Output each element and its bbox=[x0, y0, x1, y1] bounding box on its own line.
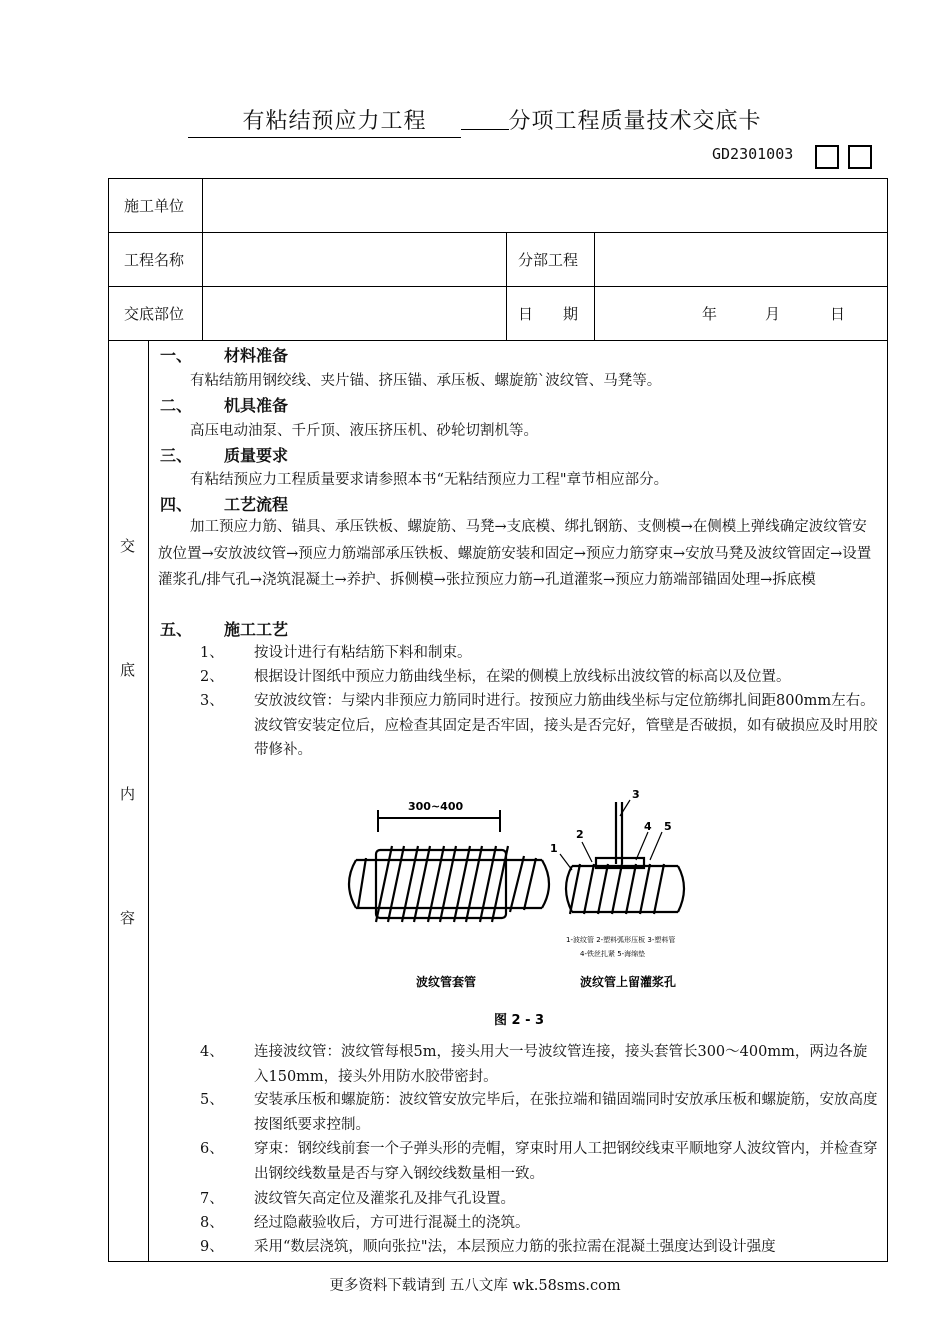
step-item: 5、 安装承压板和螺旋筋：波纹管安放完毕后，在张拉端和锚固端同时安放承压板和螺旋筋，安放高度按图纸要求控制。 bbox=[200, 1092, 878, 1133]
figure-label: 2 bbox=[576, 828, 584, 841]
section-text: 有粘结筋用钢绞线、夹片锚、挤压锚、承压板、螺旋筋`波纹管、马凳等。 bbox=[190, 373, 662, 389]
figure-label: 3 bbox=[632, 788, 640, 801]
col-divider bbox=[148, 340, 149, 1261]
date-month: 月 bbox=[765, 305, 781, 323]
figure-label: 1 bbox=[550, 842, 558, 855]
step-item: 3、 安放波纹管：与梁内非预应力筋同时进行。按预应力筋曲线坐标与定位筋绑扎间距800mm左右。波纹管安装定位后，应检查其固定是否牢固，接头是否完好，管壁是否破损，如有破损应及时用胶带修补。 bbox=[200, 693, 878, 758]
project-label: 工程名称 bbox=[124, 251, 185, 269]
step-item: 7、 波纹管矢高定位及灌浆孔及排气孔设置。 bbox=[200, 1191, 515, 1207]
section-heading: 一、 材料准备 bbox=[160, 346, 289, 365]
date-year: 年 bbox=[702, 305, 718, 323]
footer-link[interactable]: 更多资料下载请到 五八文库 wk.58sms.com bbox=[329, 1278, 621, 1294]
section-heading: 四、 工艺流程 bbox=[160, 495, 289, 514]
step-item: 4、 连接波纹管：波纹管每根5m，接头用大一号波纹管连接，接头套管长300～400mm，两边各旋入150mm，接头外用防水胶带密封。 bbox=[200, 1044, 868, 1085]
section-heading: 五、 施工工艺 bbox=[160, 620, 289, 639]
step-item: 9、 采用“数层浇筑，顺向张拉"法，本层预应力筋的张拉需在混凝土强度达到设计强度 bbox=[200, 1239, 776, 1255]
right-caption: 波纹管上留灌浆孔 bbox=[580, 975, 677, 989]
part-label: 交底部位 bbox=[124, 305, 185, 323]
process-flow: 加工预应力筋、锚具、承压铁板、螺旋筋、马凳→支底模、绑扎钢筋、支侧模→在侧模上弹线确定波纹管安放位置→安放波纹管→预应力筋端部承压铁板、螺旋筋安装和固定→预应力筋穿束→安放马凳及波纹管固定→设置灌浆孔/排气孔→浇筑混凝土→养护、拆侧模→张拉预应力筋→孔道灌浆→预应力筋端部锚固处理→拆底模 bbox=[158, 519, 872, 588]
date-day: 日 bbox=[830, 305, 846, 323]
side-char: 交 bbox=[120, 537, 136, 555]
side-char: 内 bbox=[120, 785, 136, 803]
step-item: 8、 经过隐蔽验收后，方可进行混凝土的浇筑。 bbox=[200, 1215, 530, 1231]
right-pipe-drawing bbox=[560, 800, 684, 914]
division-label: 分部工程 bbox=[518, 251, 579, 269]
project-field[interactable] bbox=[204, 236, 502, 282]
col-divider bbox=[506, 233, 507, 340]
figure-label: 5 bbox=[664, 820, 672, 833]
unit-field[interactable] bbox=[204, 182, 884, 228]
doc-code: GD2301003 bbox=[712, 145, 794, 163]
figure-number: 图 2 - 3 bbox=[494, 1013, 545, 1028]
figure-label: 4 bbox=[644, 820, 652, 833]
left-pipe-drawing bbox=[349, 846, 549, 922]
title-blank bbox=[461, 105, 509, 130]
section-text: 有粘结预应力工程质量要求请参照本书“无粘结预应力工程"章节相应部分。 bbox=[190, 472, 669, 488]
row-divider bbox=[109, 232, 887, 233]
row-divider bbox=[109, 340, 887, 341]
division-field[interactable] bbox=[596, 236, 884, 282]
figure-legend: 4-铁丝扎紧 5-海绵垫 bbox=[580, 950, 646, 958]
section-heading: 三、 质量要求 bbox=[160, 446, 289, 465]
page-title bbox=[0, 104, 950, 138]
figure-legend: 1-波纹管 2-塑料弧形压板 3-塑料管 bbox=[566, 936, 676, 944]
title-underlined: 有粘结预应力工程 bbox=[188, 104, 460, 138]
col-divider bbox=[202, 179, 203, 340]
left-caption: 波纹管套管 bbox=[416, 975, 477, 989]
date-label: 日 期 bbox=[518, 305, 579, 323]
figure-2-3 bbox=[180, 780, 740, 1030]
dimension-label: 300~400 bbox=[408, 800, 464, 813]
part-field[interactable] bbox=[204, 290, 502, 336]
col-divider bbox=[594, 233, 595, 340]
step-item: 2、 根据设计图纸中预应力筋曲线坐标，在梁的侧模上放线标出波纹管的标高以及位置。 bbox=[200, 669, 791, 685]
section-text: 高压电动油泵、千斤顶、液压挤压机、砂轮切割机等。 bbox=[190, 423, 538, 439]
side-char: 底 bbox=[120, 661, 136, 679]
checkbox-1[interactable] bbox=[815, 145, 839, 169]
title-rest: 分项工程质量技术交底卡 bbox=[508, 109, 762, 134]
step-item: 1、 按设计进行有粘结筋下料和制束。 bbox=[200, 645, 472, 661]
row-divider bbox=[109, 286, 887, 287]
section-heading: 二、 机具准备 bbox=[160, 396, 289, 415]
unit-label: 施工单位 bbox=[124, 197, 185, 215]
step-item: 6、 穿束：钢绞线前套一个子弹头形的壳帽，穿束时用人工把钢绞线束平顺地穿人波纹管内，并检查穿出钢绞线数量是否与穿入钢绞线数量相一致。 bbox=[200, 1141, 878, 1182]
side-char: 容 bbox=[120, 909, 136, 927]
checkbox-2[interactable] bbox=[848, 145, 872, 169]
